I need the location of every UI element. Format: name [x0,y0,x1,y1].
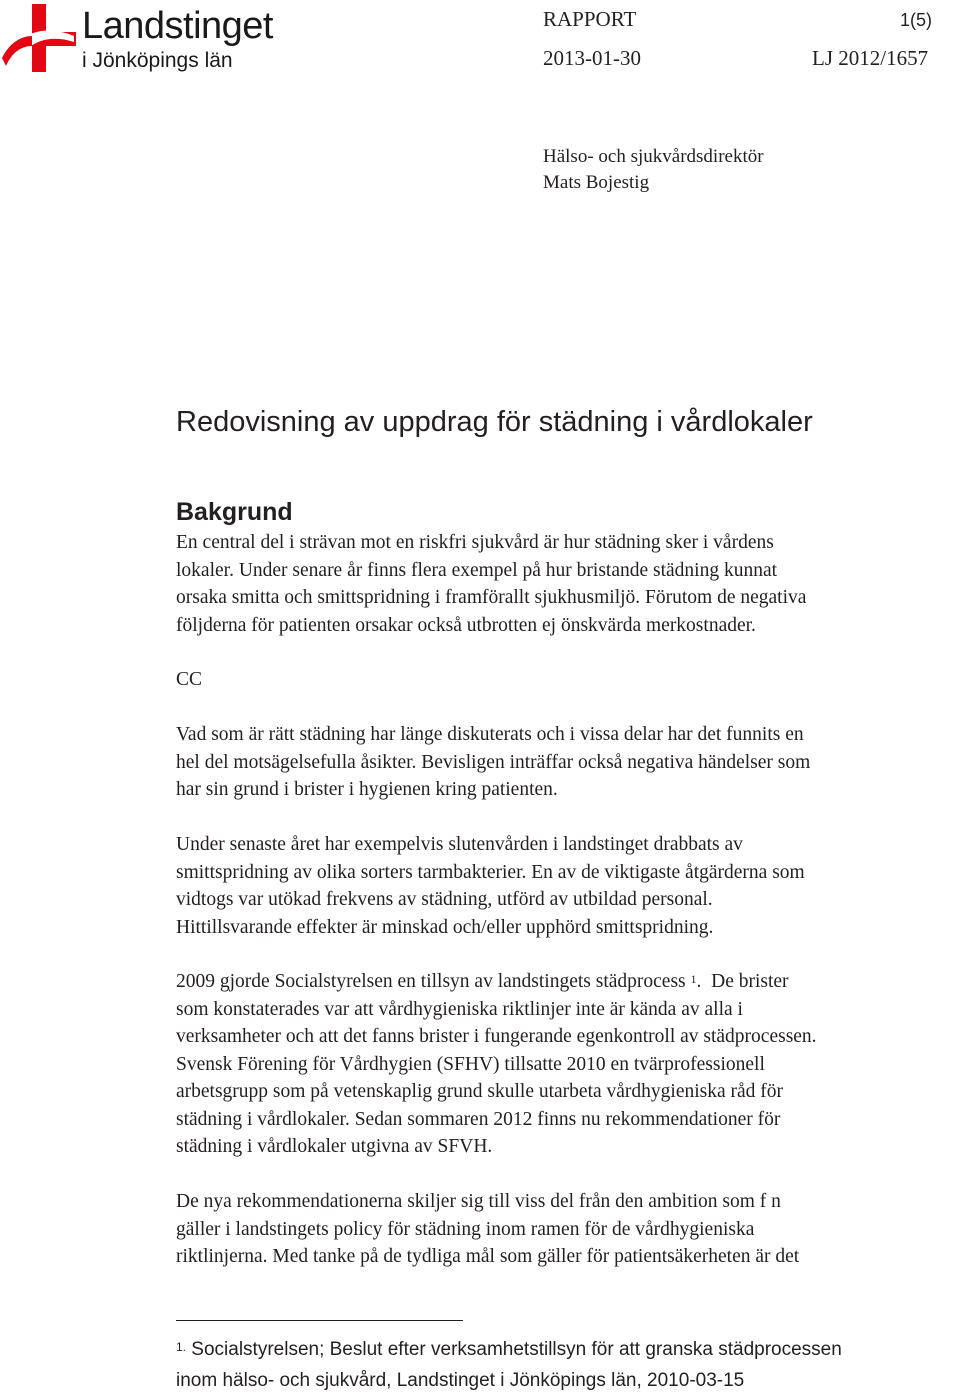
document-title: Redovisning av uppdrag för städning i vårdlokaler [176,406,813,438]
recipient-name: Mats Bojestig [543,172,650,193]
footnote-line [176,1334,956,1365]
text-segment: 2009 gjorde Socialstyrelsen en tillsyn av landstingets städprocess [176,971,691,992]
doc-reference: LJ 2012/1657 [812,46,929,70]
text-line: vidtogs var utökad frekvens av städning, utförd av utbildad personal. [176,889,713,910]
logo-symbol-icon [0,2,78,74]
text-line: lokaler. Under senare år finns flera exempel på hur bristande städning kunnat [176,559,778,581]
text-line: Svensk Förening för Vårdhygien (SFHV) tillsatte 2010 en tvärprofessionell [176,1053,765,1075]
paragraph-1 [176,529,960,639]
footnote-line: inom hälso- och sjukvård, Landstinget i Jönköpings län, 2010-03-15 [176,1370,745,1391]
footnote-text: Socialstyrelsen; Beslut efter verksamhetstillsyn för att granska städprocessen [191,1339,842,1360]
text-line: som konstaterades var att vårdhygieniska riktlinjer inte är kända av alla i [176,998,743,1020]
recipient-title: Hälso- och sjukvårdsdirektör [543,146,764,167]
text-line: städning i vårdlokaler utgivna av SFVH. [176,1136,493,1157]
footnote-separator [176,1320,463,1321]
text-line: hel del motsägelsefulla åsikter. Bevisligen inträffar också negativa händelser som [176,751,811,773]
doc-type: RAPPORT [543,7,637,31]
org-logo [0,0,320,80]
org-county: i Jönköpings län [82,49,233,72]
text-line: smittspridning av olika sorters tarmbakterier. En av de viktigaste åtgärderna som [176,861,805,883]
text-line: städning i vårdlokaler. Sedan sommaren 2012 finns nu rekommendationer för [176,1108,781,1130]
section-heading: Bakgrund [176,498,293,526]
text-line: Vad som är rätt städning har länge diskuterats och i vissa delar har det funnits en [176,724,804,745]
text-line: Hittillsvarande effekter är minskad och/eller upphörd smittspridning. [176,916,714,938]
text-line: gäller i landstingets policy för städning inom ramen för de vårdhygieniska [176,1218,755,1240]
text-line: arbetsgrupp som på vetenskaplig grund skulle utarbeta vårdhygieniska råd för [176,1081,784,1102]
paragraph-5 [176,1188,960,1271]
text-line: har sin grund i brister i hygienen kring patienten. [176,779,558,800]
text-line: verksamheter och att det fanns brister i fungerande egenkontroll av städprocessen. [176,1026,817,1047]
text-line [176,968,960,996]
text-line: De nya rekommendationerna skiljer sig till viss del från den ambition som f n [176,1191,781,1212]
footnote-marker: 1. [176,1340,187,1354]
footnote [176,1334,956,1396]
footnote-reference: 1 [690,972,697,986]
text-line: Under senaste året har exempelvis slutenvården i landstinget drabbats av [176,834,743,855]
text-segment: . De brister [696,971,789,992]
text-line: orsaka smitta och smittspridning i framförallt sjukhusmiljö. Förutom de negativa [176,587,807,608]
text-line: riktlinjerna. Med tanke på de tydliga mål som gäller för patientsäkerheten är det [176,1246,800,1267]
text-line: En central del i strävan mot en riskfri sjukvård är hur städning sker i vårdens [176,532,774,553]
paragraph-4 [176,968,960,1161]
doc-date: 2013-01-30 [543,46,641,70]
paragraph-2 [176,721,960,804]
org-name: Landstinget [82,5,273,47]
paragraph-3 [176,831,960,941]
cc-label: CC [176,669,203,690]
text-line: följderna för patienten orsakar också utbrotten ej önskvärda merkostnader. [176,614,756,636]
page-number: 1(5) [900,10,933,30]
